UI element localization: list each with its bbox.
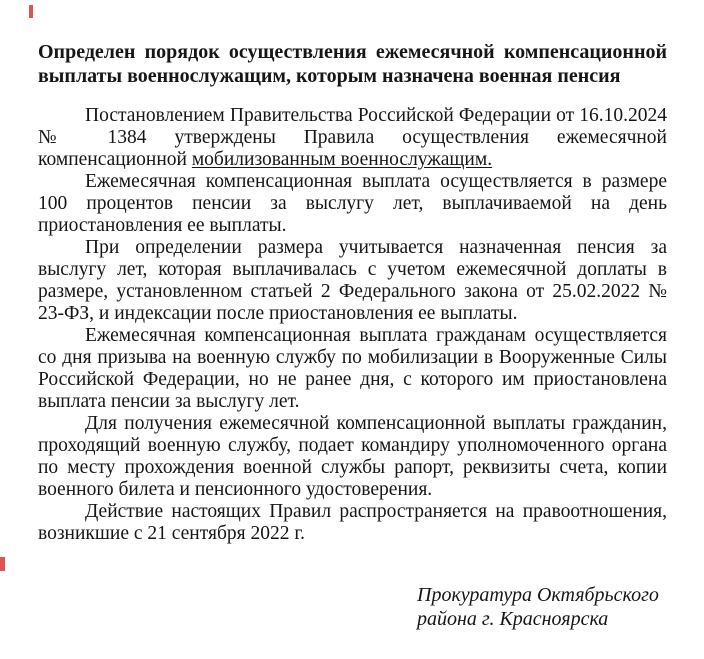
- signature-line-1: Прокуратура Октябрьского: [417, 584, 659, 606]
- document-title: Определен порядок осуществления ежемесячной компенсационной выплаты военнослужащим, которым назначена военная пенсия: [38, 41, 667, 87]
- underlined-phrase: мобилизованным военнослужащим.: [191, 149, 493, 170]
- paragraph-payment-size: Ежемесячная компенсационная выплата осуществляется в размере 100 процентов пенсии за выслугу лет, выплачиваемой на день приостановления ее выплаты.: [38, 171, 667, 236]
- paragraph-payment-start: Ежемесячная компенсационная выплата гражданам осуществляется со дня призыва на военную службу по мобилизации в Вооруженные Силы Российской Федерации, но не ранее дня, с которого им приостановлена выплата пенсии за выслугу лет.: [38, 325, 667, 412]
- signature-block: [417, 583, 659, 631]
- document-body: [38, 105, 667, 545]
- paragraph-application-procedure: Для получения ежемесячной компенсационной выплаты гражданин, проходящий военную службу, подает командиру уполномоченного органа по месту прохождения военной службы рапорт, реквизиты счета, копии военного билета и пенсионного удостоверения.: [38, 413, 667, 500]
- paragraph-effective-date: Действие настоящих Правил распространяется на правоотношения, возникшие с 21 сентября 2022 г.: [38, 501, 667, 544]
- paragraph-size-determination: При определении размера учитывается назначенная пенсия за выслугу лет, которая выплачивалась с учетом ежемесячной доплаты в размере, установленном статьей 2 Федерального закона от 25.02.2022 № 23-ФЗ, и индексации после приостановления ее выплаты.: [38, 237, 667, 324]
- red-annotation-mark-top: [29, 5, 33, 18]
- paragraph-text: Постановлением Правительства Российской Федерации от 16.10.2024 № 1384 утверждены Правила осуществления ежемесячной компенсационной: [38, 105, 667, 170]
- red-annotation-mark-left: [0, 557, 5, 571]
- paragraph-resolution: [38, 105, 667, 171]
- signature-line-2: района г. Красноярска: [417, 608, 609, 630]
